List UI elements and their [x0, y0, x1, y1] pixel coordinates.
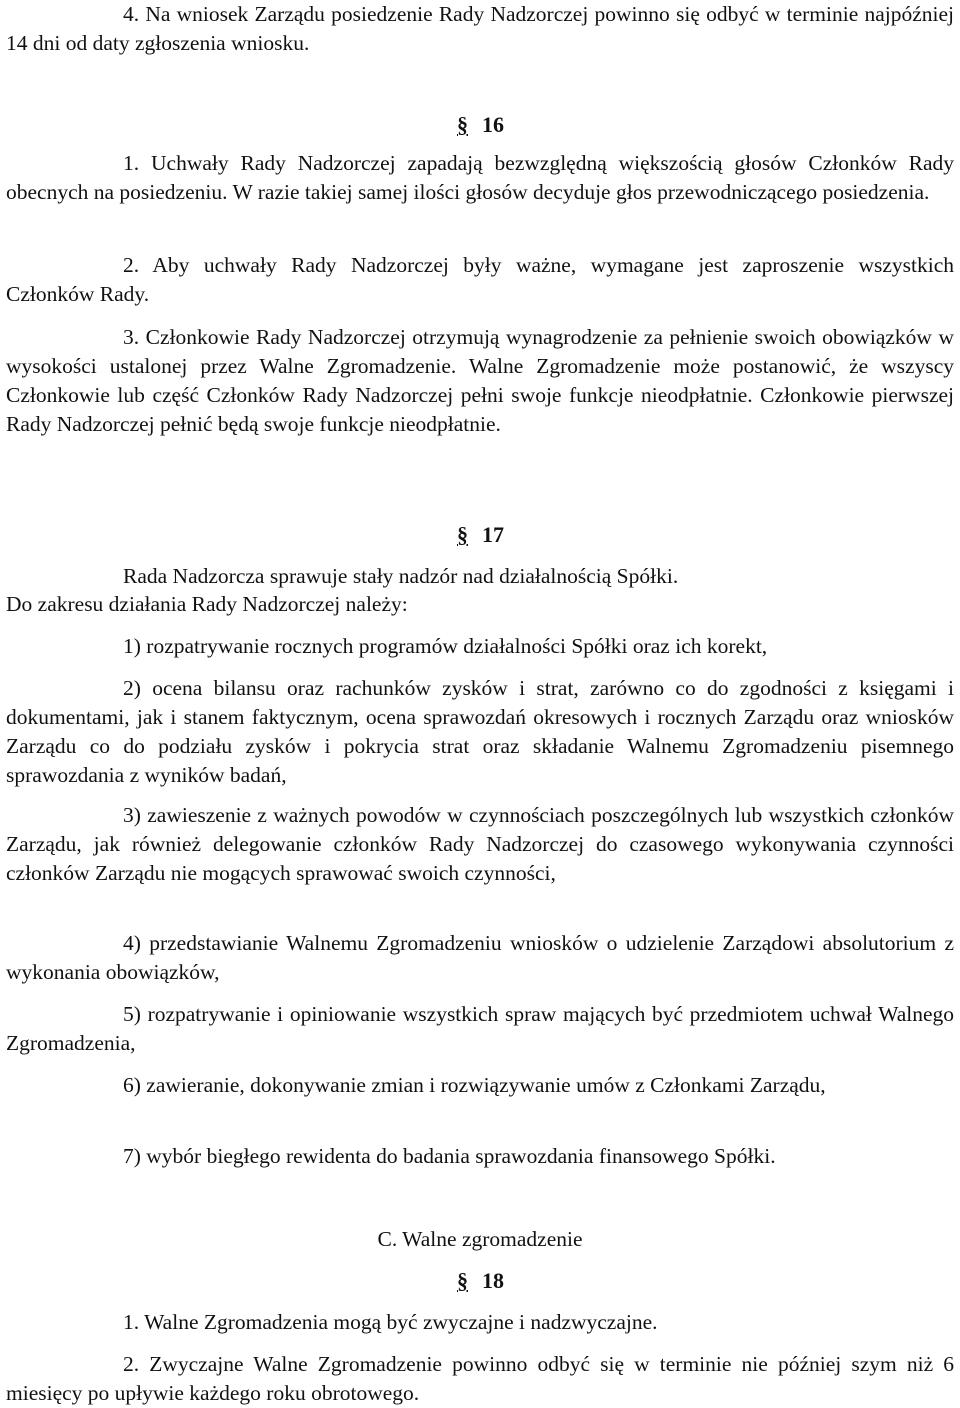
chapter-c-heading: C. Walne zgromadzenie — [377, 1227, 583, 1251]
section-16-heading — [457, 110, 504, 139]
s17-item-1: 1) rozpatrywanie rocznych programów działalności Spółki oraz ich korekt, — [123, 634, 768, 658]
s17-item-5: 5) rozpatrywanie i opiniowanie wszystkich spraw mających być przedmiotem uchwał Walnego Zgromadzenia, — [6, 1002, 954, 1055]
section-symbol: § — [457, 112, 468, 137]
s16-paragraph-1: 1. Uchwały Rady Nadzorczej zapadają bezwzględną większością głosów Członków Rady obecnych na posiedzeniu. W razie takiej samej ilości głosów decyduje głos przewodniczącego posiedzenia. — [6, 151, 954, 204]
s17-item-2: 2) ocena bilansu oraz rachunków zysków i strat, zarówno co do zgodności z księgami i dokumentami, jak i stanem faktycznym, ocena sprawozdań okresowych i rocznych Zarządu oraz wniosków Zarządu co do podziału zysków i pokrycia strat oraz składanie Walnemu Zgromadzeniu pisemnego sprawozdania z wyników badań, — [6, 676, 954, 787]
s17-item-4: 4) przedstawianie Walnemu Zgromadzeniu wniosków o udzielenie Zarządowi absolutorium z wykonania obowiązków, — [6, 931, 954, 984]
s15-paragraph-4: 4. Na wniosek Zarządu posiedzenie Rady Nadzorczej powinno się odbyć w terminie najpóźniej 14 dni od daty zgłoszenia wniosku. — [6, 2, 954, 55]
section-17-heading — [457, 520, 504, 549]
s16-paragraph-3: 3. Członkowie Rady Nadzorczej otrzymują wynagrodzenie za pełnienie swoich obowiązków w wysokości ustalonej przez Walne Zgromadzenie. Walne Zgromadzenie może postanowić, że wszyscy Członkowie lub część Członków Rady Nadzorczej pełni swoje funkcje nieodpłatnie. Członkowie pierwszej Rady Nadzorczej pełnić będą swoje funkcje nieodpłatnie. — [6, 325, 954, 436]
section-symbol: § — [457, 522, 468, 547]
section-number: 18 — [482, 1268, 504, 1293]
s16-paragraph-2: 2. Aby uchwały Rady Nadzorczej były ważne, wymagane jest zaproszenie wszystkich Członków Rady. — [6, 253, 954, 306]
s17-scope: Do zakresu działania Rady Nadzorczej należy: — [6, 592, 408, 616]
s18-paragraph-2: 2. Zwyczajne Walne Zgromadzenie powinno odbyć się w terminie nie później szym niż 6 miesięcy po upływie każdego roku obrotowego. — [6, 1352, 954, 1405]
s17-item-3: 3) zawieszenie z ważnych powodów w czynnościach poszczególnych lub wszystkich członków Zarządu, jak również delegowanie członków Rady Nadzorczej do czasowego wykonywania czynności członków Zarządu nie mogących sprawować swoich czynności, — [6, 803, 954, 885]
section-number: 17 — [482, 522, 504, 547]
s17-intro: Rada Nadzorcza sprawuje stały nadzór nad działalnością Spółki. — [123, 564, 679, 588]
section-number: 16 — [482, 112, 504, 137]
s17-item-7: 7) wybór biegłego rewidenta do badania sprawozdania finansowego Spółki. — [123, 1144, 776, 1168]
s17-item-6: 6) zawieranie, dokonywanie zmian i rozwiązywanie umów z Członkami Zarządu, — [123, 1073, 826, 1097]
section-symbol: § — [457, 1268, 468, 1293]
s18-paragraph-1: 1. Walne Zgromadzenia mogą być zwyczajne i nadzwyczajne. — [123, 1310, 658, 1334]
section-18-heading — [457, 1266, 504, 1295]
